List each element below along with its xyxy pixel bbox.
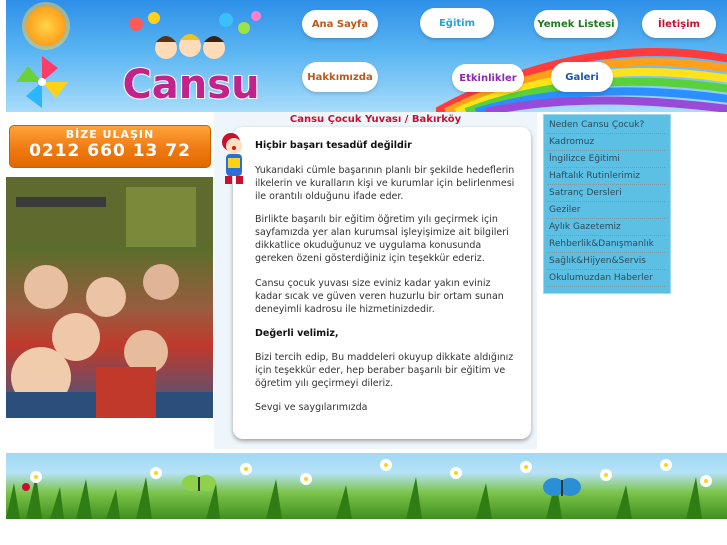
- sidebar-item-satranc[interactable]: Satranç Dersleri: [547, 185, 665, 202]
- nav-label: İletişim: [658, 18, 700, 30]
- nav-label: Etkinlikler: [459, 72, 517, 84]
- children-photo: [6, 177, 213, 418]
- footer-grass-banner: [6, 453, 727, 519]
- sidebar-item-haberler[interactable]: Okulumuzdan Haberler: [547, 270, 665, 287]
- site-logo[interactable]: [106, 6, 276, 106]
- nav-etkinlikler[interactable]: [452, 64, 524, 92]
- butterfly-icon: [182, 475, 216, 491]
- paragraph-heading: Hiçbir başarı tesadüf değildir: [255, 140, 412, 151]
- contact-heading: BİZE ULAŞIN: [65, 128, 155, 141]
- nav-label: Ana Sayfa: [311, 18, 369, 30]
- nav-iletisim[interactable]: [642, 10, 716, 38]
- page-title: Cansu Çocuk Yuvası / Bakırköy: [289, 114, 462, 125]
- nav-label: Galeri: [565, 71, 599, 83]
- nav-ana-sayfa[interactable]: [302, 10, 378, 38]
- sidebar-item-gazete[interactable]: Aylık Gazetemiz: [547, 219, 665, 236]
- sidebar-item-neden-cansu[interactable]: Neden Cansu Çocuk?: [547, 117, 665, 134]
- nav-hakkimizda[interactable]: [302, 62, 378, 92]
- paragraph-closing: Sevgi ve saygılarımızda: [255, 402, 368, 413]
- sidebar-menu: [543, 114, 671, 294]
- pinwheel-icon: [14, 54, 70, 110]
- clown-icon: [219, 130, 249, 186]
- sidebar-item-ingilizce[interactable]: İngilizce Eğitimi: [547, 151, 665, 168]
- paragraph: Yukarıdaki cümle başarının planlı bir şekilde hedeflerin ilkelerin ve kuralların kişi ve kurumlar için belirlenmesi ile orantılı olduğunu ifade eder.: [255, 165, 515, 202]
- nav-galeri[interactable]: [551, 62, 613, 92]
- main-content: [214, 112, 537, 449]
- nav-egitim[interactable]: [420, 8, 494, 38]
- paragraph-salutation: Değerli velimiz,: [255, 328, 339, 339]
- butterfly-icon: [543, 478, 581, 496]
- contact-phone: 0212 660 13 72: [29, 141, 191, 161]
- nav-label: Eğitim: [438, 17, 476, 29]
- sidebar-item-kadromuz[interactable]: Kadromuz: [547, 134, 665, 151]
- nav-yemek-listesi[interactable]: [534, 10, 618, 38]
- nav-label: Hakkımızda: [307, 71, 373, 83]
- sun-icon: [26, 6, 66, 46]
- content-card: [233, 127, 531, 439]
- site-header: [6, 0, 727, 112]
- paragraph: Cansu çocuk yuvası size eviniz kadar yakın eviniz kadar sıcak ve güven veren huzurlu bir ortam sunan deneyimli kadrosu ile hizmetinizdedir.: [255, 278, 504, 315]
- contact-banner[interactable]: [9, 125, 211, 168]
- ladybug-icon: [22, 483, 30, 491]
- sidebar-item-haftalik[interactable]: Haftalık Rutinlerimiz: [547, 168, 665, 185]
- logo-text: Cansu: [122, 62, 260, 106]
- nav-label: Yemek Listesi: [537, 18, 615, 30]
- paragraph: Bizi tercih edip, Bu maddeleri okuyup dikkate aldığınız için teşekkür eder, hep beraber başarılı bir eğitim ve öğretim yılı geçirmeyi dileriz.: [255, 352, 514, 389]
- paragraph: Birlikte başarılı bir eğitim öğretim yılı geçirmek için sayfamızda yer alan kurumsal işleyişimize ait bilgileri dikkatlice okuduğunuz ve uygulama konusunda gereken özeni gösterdiğiniz için teşekkür ederiz.: [255, 214, 509, 264]
- sidebar-item-geziler[interactable]: Geziler: [547, 202, 665, 219]
- sidebar-item-saglik[interactable]: Sağlık&Hijyen&Servis: [547, 253, 665, 270]
- sidebar-item-rehberlik[interactable]: Rehberlik&Danışmanlık: [547, 236, 665, 253]
- daisy-flowers: [30, 459, 712, 487]
